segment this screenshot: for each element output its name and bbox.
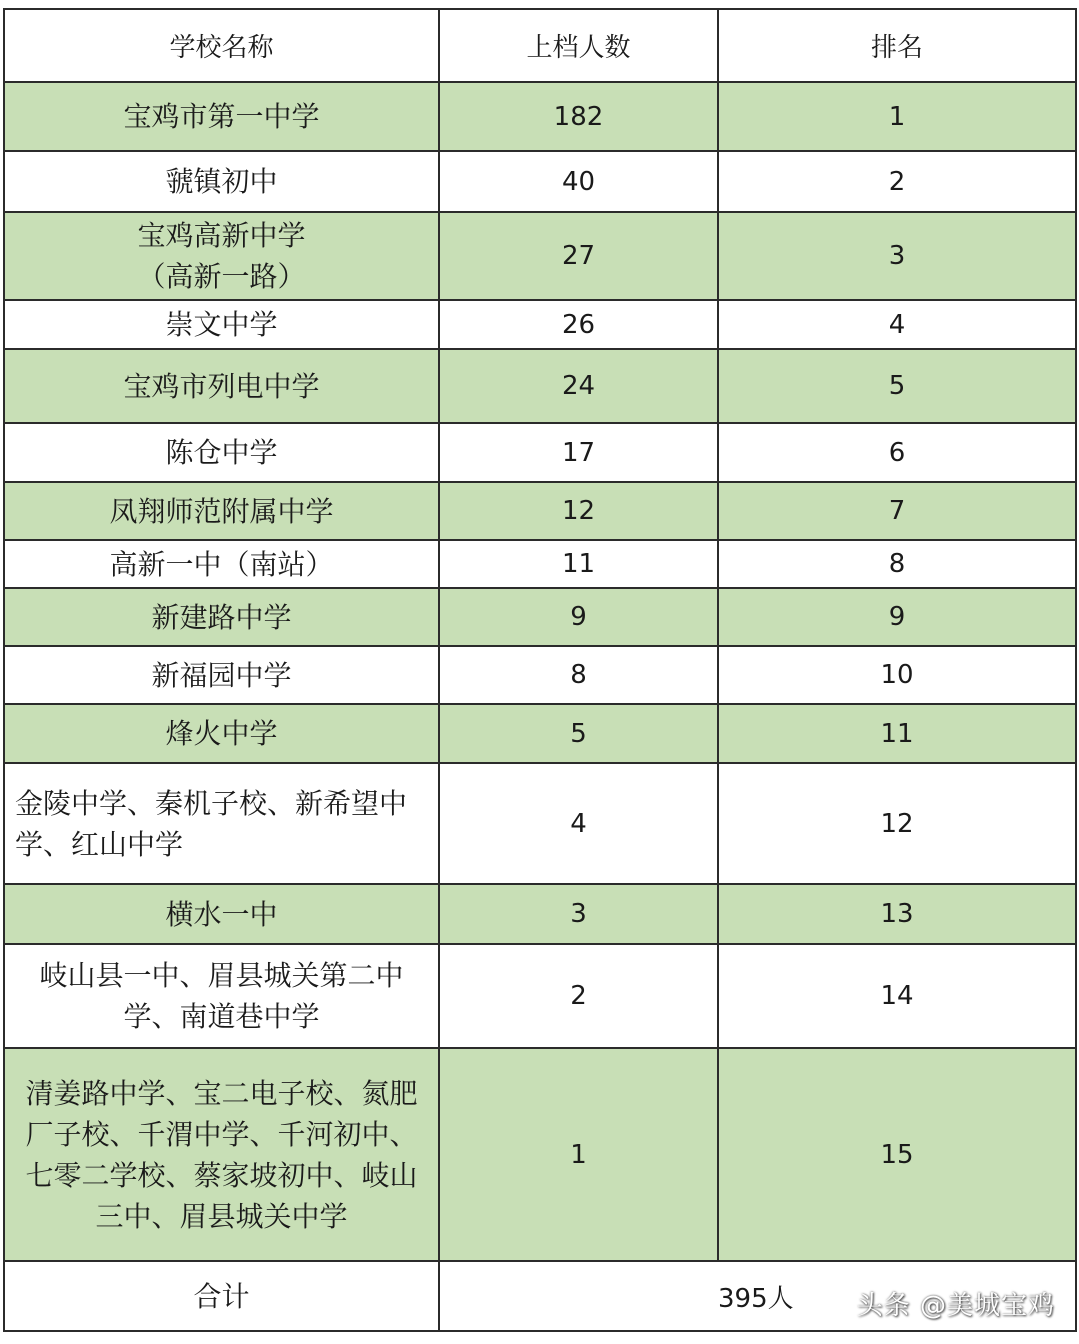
table-row [4,349,1076,423]
school-name: 凤翔师范附属中学 [4,482,439,540]
rank-cell: 9 [718,588,1076,646]
rank-cell: 15 [718,1048,1076,1261]
school-name: 烽火中学 [4,704,439,763]
count-cell: 12 [439,482,718,540]
school-name: 高新一中（南站） [4,540,439,588]
header-school: 学校名称 [4,9,439,82]
count-cell: 40 [439,151,718,212]
table-row [4,151,1076,212]
rank-cell: 10 [718,646,1076,704]
table-row [4,212,1076,300]
header-count: 上档人数 [439,9,718,82]
table-row [4,944,1076,1048]
school-name: 虢镇初中 [4,151,439,212]
school-name: 新福园中学 [4,646,439,704]
count-cell: 11 [439,540,718,588]
table-row [4,482,1076,540]
school-name: 清姜路中学、宝二电子校、氮肥厂子校、千渭中学、千河初中、七零二学校、蔡家坡初中、岐山三中、眉县城关中学 [4,1048,439,1261]
table-row [4,540,1076,588]
count-cell: 3 [439,884,718,944]
rank-cell: 14 [718,944,1076,1048]
school-name: 金陵中学、秦机子校、新希望中学、红山中学 [4,763,439,884]
table-row [4,82,1076,151]
rank-cell: 12 [718,763,1076,884]
count-cell: 5 [439,704,718,763]
school-name: 陈仓中学 [4,423,439,482]
ranking-table [3,8,1077,1332]
school-name: 宝鸡市列电中学 [4,349,439,423]
count-cell: 24 [439,349,718,423]
rank-cell: 5 [718,349,1076,423]
count-cell: 27 [439,212,718,300]
rank-cell: 2 [718,151,1076,212]
count-cell: 8 [439,646,718,704]
rank-cell: 1 [718,82,1076,151]
table-row [4,704,1076,763]
table-row [4,300,1076,349]
count-cell: 4 [439,763,718,884]
count-cell: 182 [439,82,718,151]
rank-cell: 6 [718,423,1076,482]
rank-cell: 11 [718,704,1076,763]
count-cell: 1 [439,1048,718,1261]
school-name: 横水一中 [4,884,439,944]
table-row [4,423,1076,482]
school-name: 新建路中学 [4,588,439,646]
total-value: 395人 [718,1284,794,1314]
rank-cell: 8 [718,540,1076,588]
rank-cell: 13 [718,884,1076,944]
count-cell: 9 [439,588,718,646]
rank-cell: 3 [718,212,1076,300]
school-name: 岐山县一中、眉县城关第二中学、南道巷中学 [4,944,439,1048]
table-row [4,763,1076,884]
table-row [4,1048,1076,1261]
watermark: 头条 @美城宝鸡 [856,1291,1055,1321]
school-name: 崇文中学 [4,300,439,349]
header-rank: 排名 [718,9,1076,82]
header-row [4,9,1076,82]
school-name: 宝鸡高新中学 （高新一路） [4,212,439,300]
count-cell: 17 [439,423,718,482]
table-row [4,884,1076,944]
rank-cell: 4 [718,300,1076,349]
rank-cell: 7 [718,482,1076,540]
count-cell: 2 [439,944,718,1048]
total-label: 合计 [4,1261,439,1331]
table-row [4,588,1076,646]
count-cell: 26 [439,300,718,349]
table-row [4,646,1076,704]
school-name: 宝鸡市第一中学 [4,82,439,151]
